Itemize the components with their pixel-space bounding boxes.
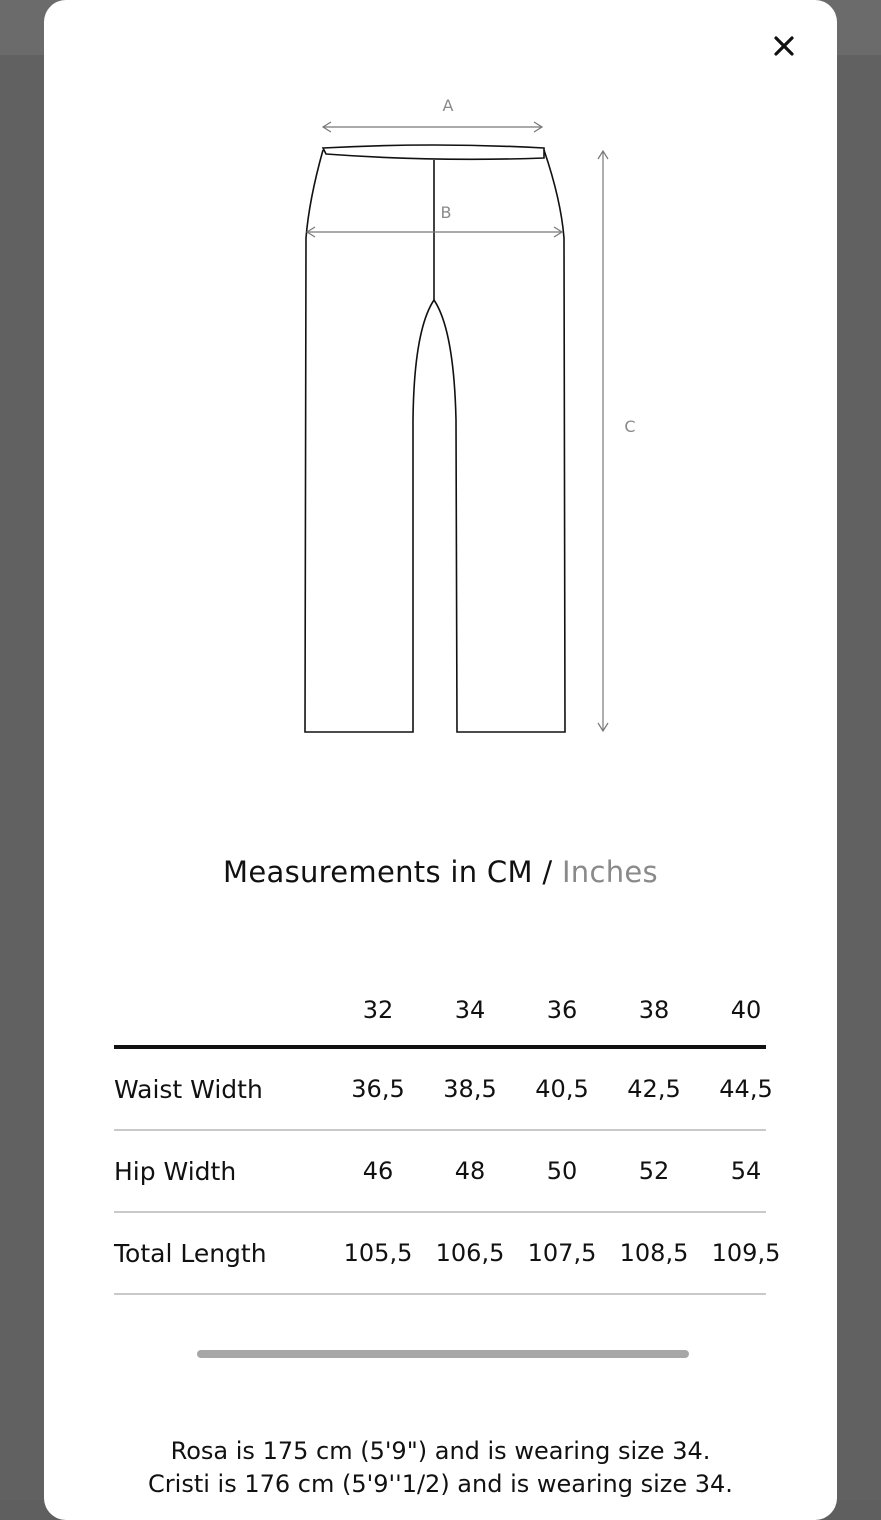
pants-diagram bbox=[44, 0, 837, 760]
size-header: 32 bbox=[362, 996, 394, 1024]
size-table[interactable] bbox=[114, 985, 781, 1295]
size-header: 38 bbox=[638, 996, 670, 1024]
table-cell: 44,5 bbox=[719, 1075, 773, 1103]
row-label: Waist Width bbox=[114, 1074, 263, 1104]
unit-toggle bbox=[44, 855, 837, 889]
row-label: Hip Width bbox=[114, 1156, 237, 1186]
unit-separator: / bbox=[542, 855, 553, 889]
size-header: 36 bbox=[546, 996, 578, 1024]
label-b: B bbox=[440, 203, 452, 222]
size-header: 40 bbox=[730, 996, 762, 1024]
table-row bbox=[114, 1049, 773, 1131]
waist-arrow bbox=[323, 122, 542, 132]
table-cell: 108,5 bbox=[619, 1239, 689, 1267]
table-cell: 109,5 bbox=[711, 1239, 781, 1267]
table-row bbox=[114, 1213, 781, 1295]
unit-cm[interactable]: Measurements in CM bbox=[223, 855, 533, 889]
pants-outline bbox=[305, 145, 565, 732]
length-arrow bbox=[598, 151, 608, 731]
table-cell: 54 bbox=[730, 1157, 762, 1185]
table-cell: 105,5 bbox=[343, 1239, 413, 1267]
unit-inches[interactable]: Inches bbox=[561, 855, 658, 889]
table-cell: 36,5 bbox=[351, 1075, 405, 1103]
label-a: A bbox=[442, 96, 454, 115]
table-cell: 50 bbox=[546, 1157, 578, 1185]
model-info bbox=[44, 1435, 837, 1501]
row-label: Total Length bbox=[114, 1238, 267, 1268]
model-info-line: Rosa is 175 cm (5'9") and is wearing size 34. bbox=[170, 1437, 711, 1465]
size-guide-modal bbox=[44, 0, 837, 1520]
table-cell: 52 bbox=[638, 1157, 670, 1185]
table-horizontal-scrollbar[interactable] bbox=[197, 1350, 689, 1358]
table-cell: 42,5 bbox=[627, 1075, 681, 1103]
table-row bbox=[114, 1131, 766, 1213]
table-cell: 46 bbox=[362, 1157, 394, 1185]
model-info-line: Cristi is 176 cm (5'9''1/2) and is wearing size 34. bbox=[148, 1470, 733, 1498]
size-header-row bbox=[114, 985, 766, 1035]
table-cell: 106,5 bbox=[435, 1239, 505, 1267]
table-cell: 38,5 bbox=[443, 1075, 497, 1103]
table-cell: 107,5 bbox=[527, 1239, 597, 1267]
table-cell: 48 bbox=[454, 1157, 486, 1185]
size-header: 34 bbox=[454, 996, 486, 1024]
label-c: C bbox=[624, 417, 636, 436]
table-cell: 40,5 bbox=[535, 1075, 589, 1103]
